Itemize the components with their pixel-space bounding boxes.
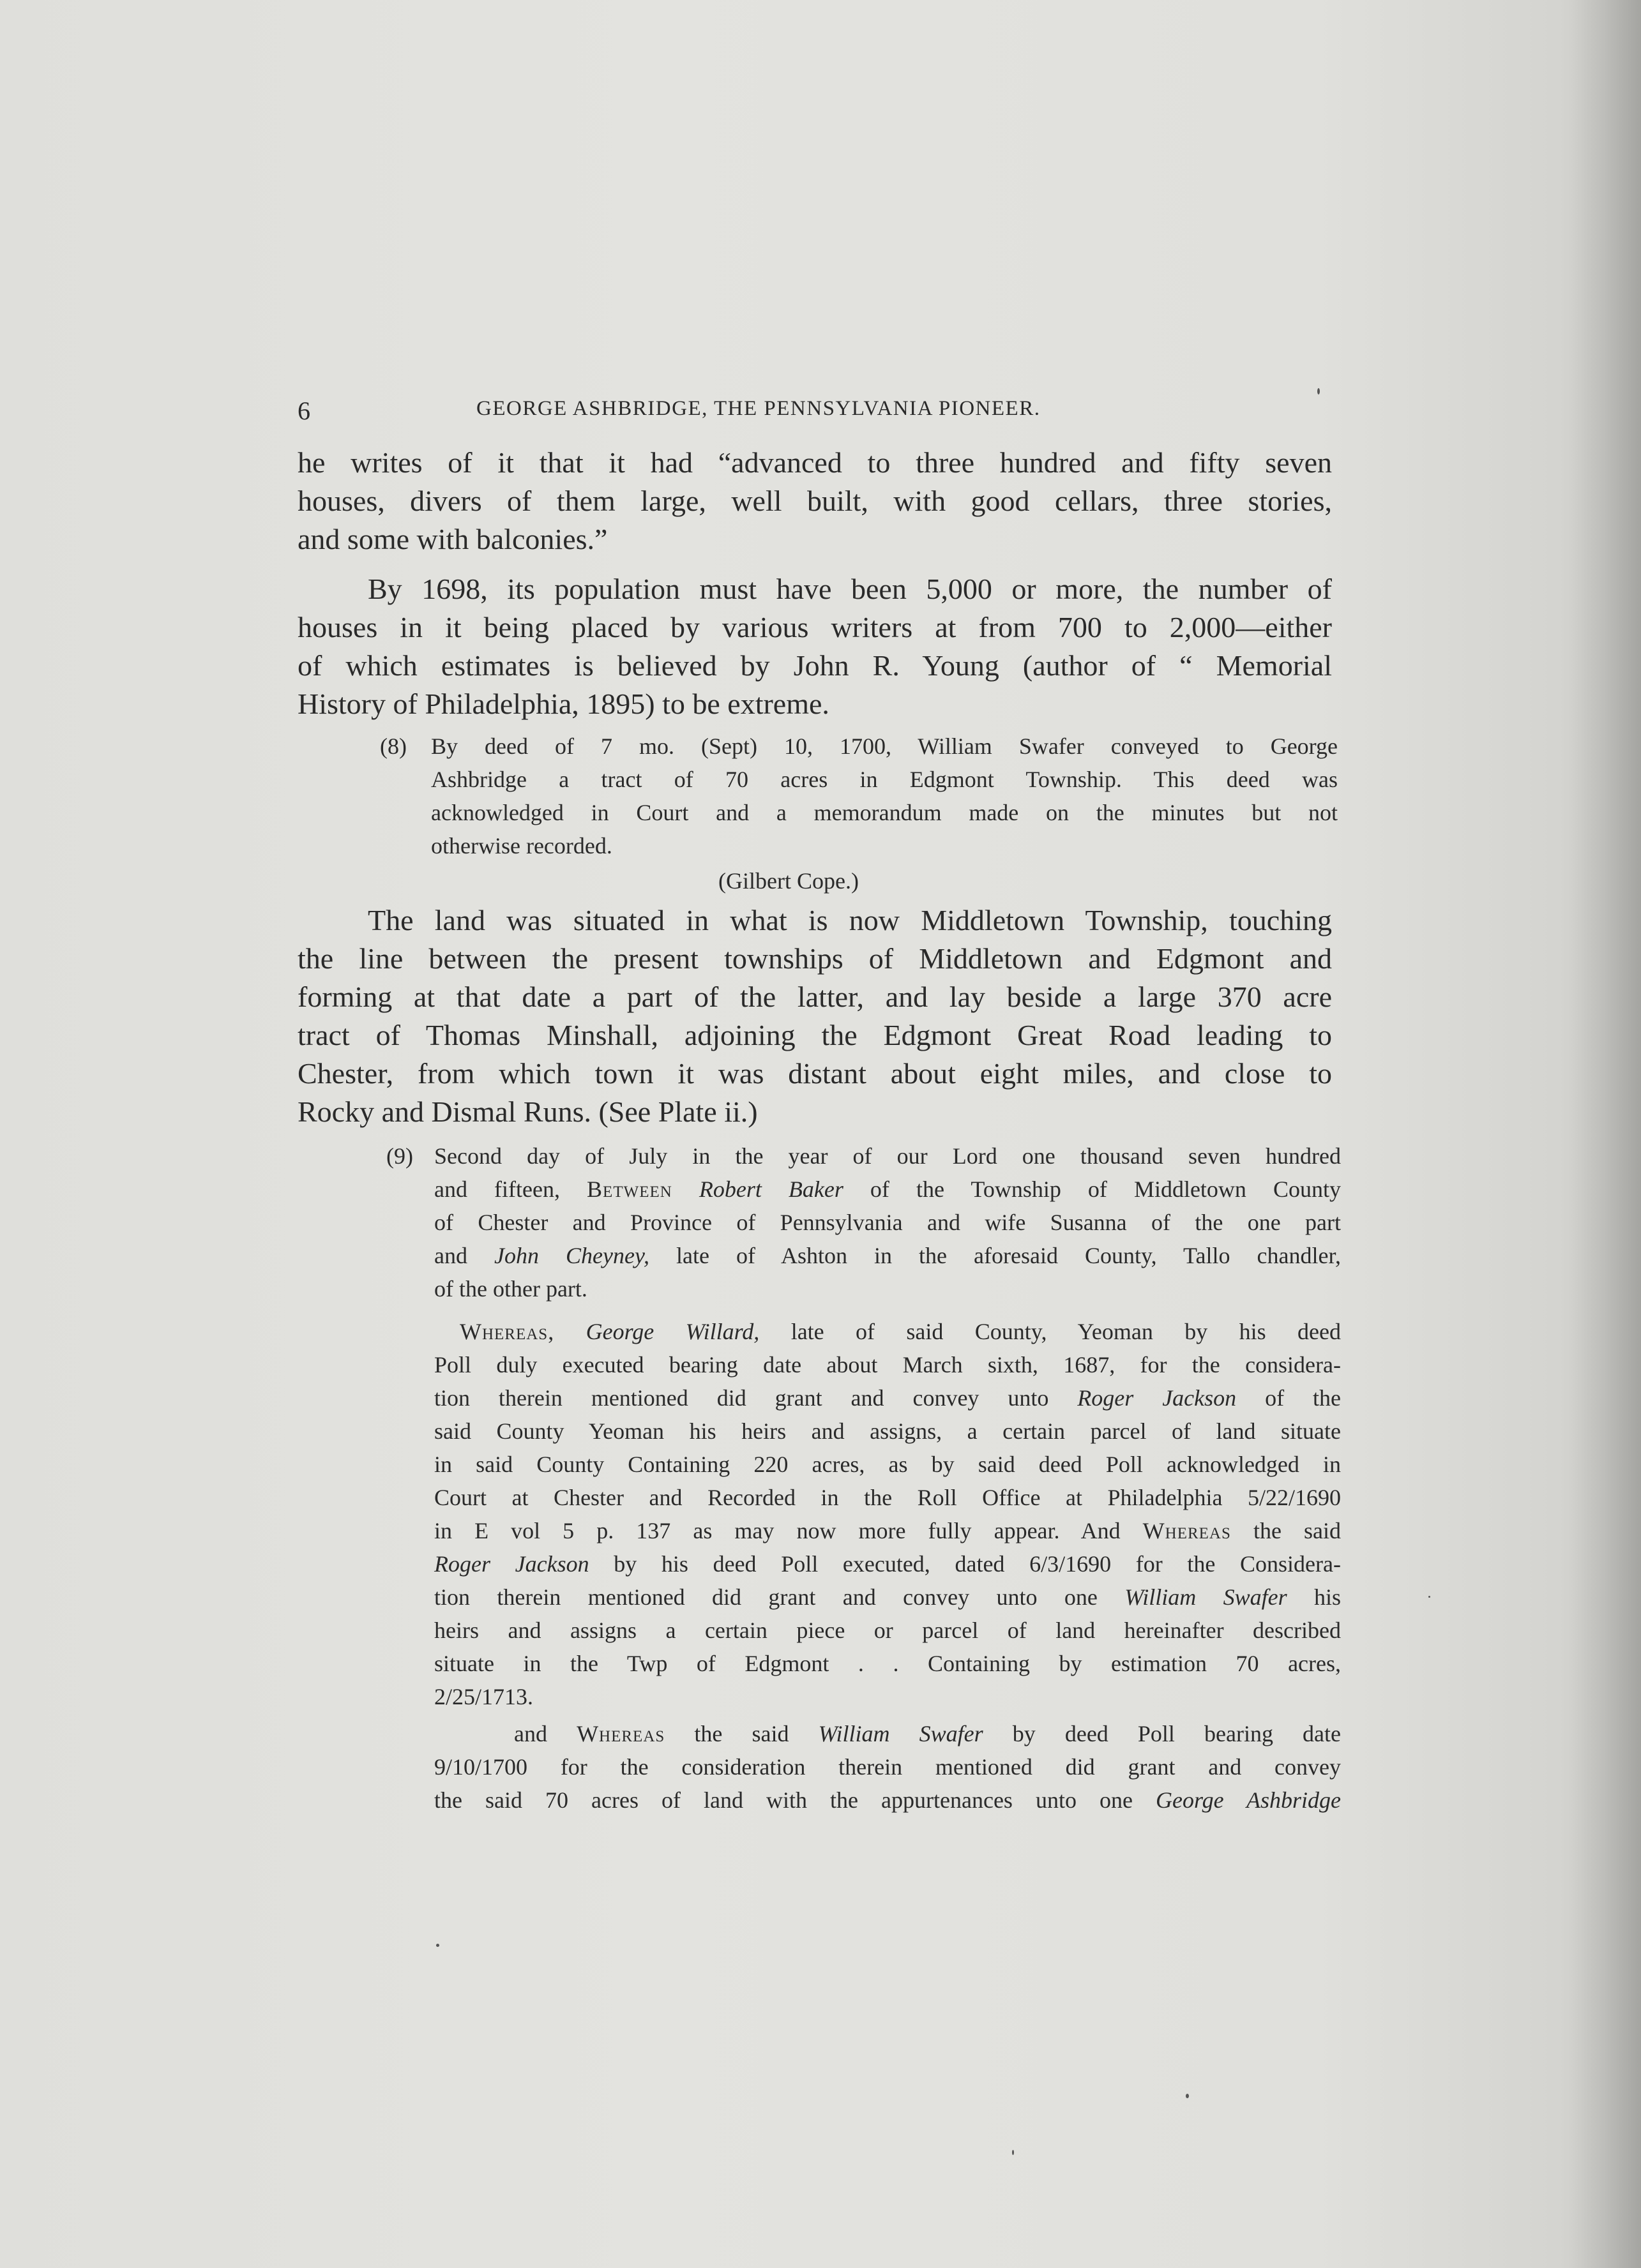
text-line: Whereas, George Willard, late of said County, Yeoman by his deed (460, 1319, 1342, 1344)
text-line: of Chester and Province of Pennsylvania and wife Susanna of the one part (434, 1210, 1341, 1235)
text-line: The land was situated in what is now Middletown Township, touching (368, 904, 1332, 936)
text-line: and some with balconies.” (298, 523, 608, 555)
text-line: Chester, from which town it was distant about eight miles, and close to (298, 1057, 1332, 1090)
note-text (431, 730, 1338, 862)
text-line: otherwise recorded. (431, 833, 612, 859)
note-label: (8) (380, 733, 407, 759)
text-line: and fifteen, Between Robert Baker of the Township of Middletown County (434, 1176, 1342, 1202)
text-line: tion therein mentioned did grant and convey unto one William Swafer his (434, 1584, 1341, 1610)
text-line: of the other part. (434, 1276, 587, 1302)
text-line: 9/10/1700 for the consideration therein mentioned did grant and convey (434, 1754, 1341, 1780)
text-line: Second day of July in the year of our Lord one thousand seven hundred (434, 1143, 1341, 1169)
note-label: (9) (386, 1143, 413, 1169)
text-line: 2/25/1713. (434, 1684, 534, 1709)
paragraph-land (298, 901, 1332, 1131)
text-line: Ashbridge a tract of 70 acres in Edgmont Township. This deed was (431, 767, 1338, 792)
text-line: Poll duly executed bearing date about March sixth, 1687, for the considera- (434, 1352, 1341, 1378)
text-line: situate in the Twp of Edgmont . . Containing by estimation 70 acres, (434, 1651, 1341, 1676)
paragraph-continuation (298, 444, 1332, 559)
text-line: Rocky and Dismal Runs. (See Plate ii.) (298, 1095, 758, 1128)
paper-speck (1012, 2150, 1014, 2155)
paper-speck (1428, 1596, 1430, 1598)
text-line: forming at that date a part of the latter, and lay beside a large 370 acre (298, 980, 1332, 1013)
page-header (298, 396, 1345, 434)
note-text (434, 1139, 1341, 1305)
text-line: in said County Containing 220 acres, as by said deed Poll acknowledged in (434, 1452, 1341, 1477)
page-number: 6 (298, 396, 310, 425)
paper-speck (1317, 388, 1320, 394)
whereas-paragraph-1 (434, 1315, 1341, 1713)
text-line: and Whereas the said William Swafer by deed Poll bearing date (514, 1721, 1341, 1746)
text-line: By 1698, its population must have been 5,000 or more, the number of (368, 573, 1332, 605)
text-line: and John Cheyney, late of Ashton in the aforesaid County, Tallo chandler, (434, 1243, 1341, 1268)
text-line: Roger Jackson by his deed Poll executed, dated 6/3/1690 for the Considera- (434, 1551, 1341, 1577)
text-line: of which estimates is believed by John R. Young (author of “ Memorial (298, 649, 1332, 682)
text-line: the line between the present townships of Middletown and Edgmont and (298, 942, 1332, 975)
page-edge-shadow (1571, 0, 1641, 2268)
paragraph-population (298, 570, 1332, 723)
text-line: said County Yeoman his heirs and assigns, a certain parcel of land situate (434, 1418, 1341, 1444)
paper-speck (436, 1944, 439, 1947)
text-line: acknowledged in Court and a memorandum made on the minutes but not (431, 800, 1338, 825)
paper-speck (1186, 2094, 1189, 2098)
text-line: houses in it being placed by various writers at from 700 to 2,000—either (298, 611, 1332, 643)
text-line: in E vol 5 p. 137 as may now more fully appear. And Whereas the said (434, 1518, 1341, 1543)
text-line: the said 70 acres of land with the appurtenances unto one George Ashbridge (434, 1787, 1342, 1813)
text-line: Court at Chester and Recorded in the Roll Office at Philadelphia 5/22/1690 (434, 1485, 1341, 1510)
whereas-paragraph-2 (434, 1717, 1341, 1817)
text-line: By deed of 7 mo. (Sept) 10, 1700, William Swafer conveyed to George (431, 733, 1338, 759)
text-line: heirs and assigns a certain piece or parcel of land hereinafter described (434, 1618, 1341, 1643)
text-line: tract of Thomas Minshall, adjoining the Edgmont Great Road leading to (298, 1019, 1332, 1051)
citation: (Gilbert Cope.) (718, 868, 859, 894)
text-line: he writes of it that it had “advanced to three hundred and fifty seven (298, 446, 1332, 479)
text-line: houses, divers of them large, well built, with good cellars, three stories, (298, 484, 1332, 517)
running-title: GEORGE ASHBRIDGE, THE PENNSYLVANIA PIONEER. (476, 397, 1041, 420)
text-line: History of Philadelphia, 1895) to be extreme. (298, 687, 829, 720)
text-line: tion therein mentioned did grant and convey unto Roger Jackson of the (434, 1385, 1341, 1411)
